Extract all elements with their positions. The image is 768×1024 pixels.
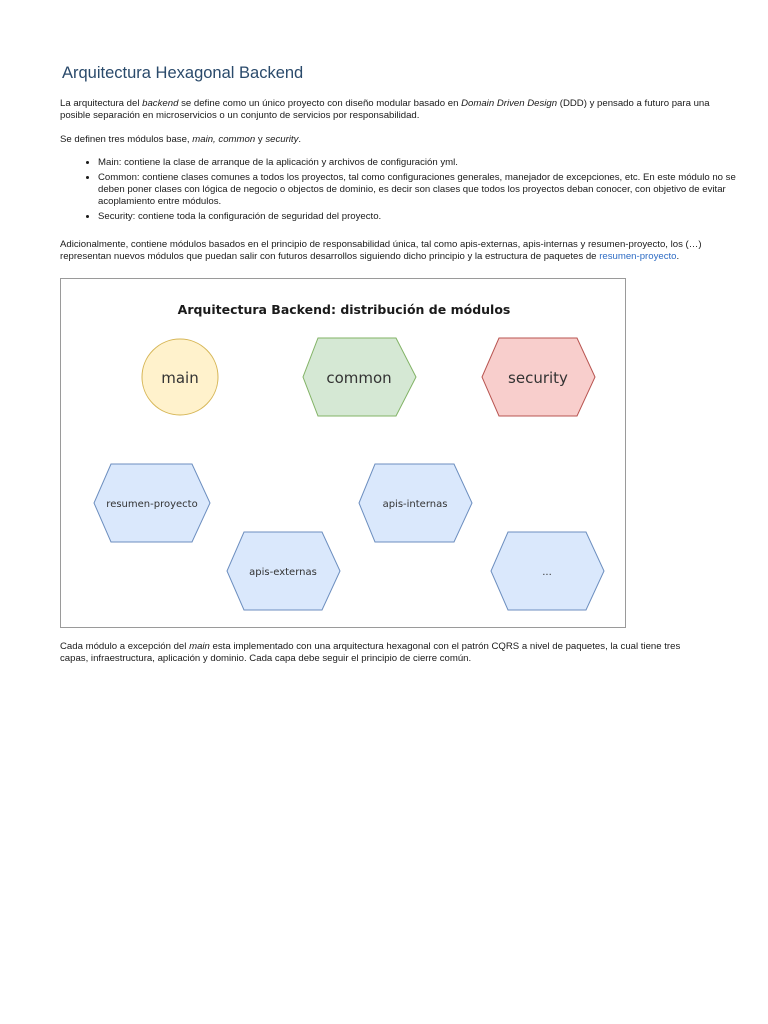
modules-intro-security: security	[265, 134, 299, 145]
diagram-title: Arquitectura Backend: distribución de módulos	[177, 302, 511, 317]
intro-backend-term: backend	[142, 98, 179, 109]
intro-paragraph	[60, 98, 710, 122]
apis-internas-label: apis-internas	[382, 499, 448, 510]
closing-text-1: Cada módulo a excepción del	[60, 641, 190, 652]
node-main	[142, 339, 218, 415]
modules-list	[60, 157, 748, 226]
more-modules-label: ...	[542, 567, 552, 578]
closing-main-term: main	[189, 641, 210, 652]
closing-paragraph	[60, 641, 710, 665]
modules-intro-text-3: y	[255, 134, 266, 145]
modules-intro-text-1: Se definen tres módulos base,	[60, 134, 193, 145]
apis-externas-label: apis-externas	[249, 567, 317, 578]
resumen-proyecto-label: resumen-proyecto	[106, 499, 198, 510]
closing-text-3: esta implementado con una arquitectura hexagonal con el patrón CQRS a nivel de paquetes, la cual tiene tres capas, infraestructura, aplicación y dominio. Cada capa debe seguir el principio de cierre común.	[60, 641, 681, 664]
modules-intro-text-5: .	[298, 134, 302, 145]
additional-paragraph	[60, 239, 710, 263]
intro-text-5: (DDD) y pensado a futuro para una posible separación en microservicios o un conjunto de servicios por responsabilidad.	[60, 98, 710, 121]
architecture-diagram	[60, 278, 626, 628]
resumen-proyecto-link[interactable]: resumen-proyecto	[599, 251, 677, 262]
node-apis-internas	[359, 464, 472, 542]
node-more-modules	[491, 532, 604, 610]
list-item-main: • Main: contiene la clase de arranque de la aplicación y archivos de configuración yml.	[98, 157, 748, 169]
page-title: Arquitectura Hexagonal Backend	[62, 64, 304, 82]
common-label: common	[326, 369, 392, 387]
intro-text-3: se define como un único proyecto con diseño modular basado en	[178, 98, 462, 109]
security-label: security	[508, 369, 568, 387]
intro-ddd-term: Domain Driven Design	[461, 98, 558, 109]
node-security	[482, 338, 595, 416]
list-item-common: • Common: contiene clases comunes a todos los proyectos, tal como configuraciones generales, manejador de excepciones, etc. En este módulo no se deben poner clases con lógica de negocio o objectos de dominio, es decir son clases que todos los proyectos deban conocer, con objetivo de evitar acoplamiento entre módulos.	[98, 172, 748, 208]
modules-intro-main-common: main, common	[192, 134, 256, 145]
node-resumen-proyecto	[94, 464, 210, 542]
modules-intro-paragraph	[60, 134, 710, 146]
main-label: main	[161, 369, 199, 387]
node-apis-externas	[227, 532, 340, 610]
list-item-security: • Security: contiene toda la configuración de seguridad del proyecto.	[98, 211, 748, 223]
node-common	[303, 338, 416, 416]
diagram-canvas	[61, 279, 627, 629]
additional-text-2: .	[676, 251, 680, 262]
intro-text-1: La arquitectura del	[60, 98, 143, 109]
additional-text-1: Adicionalmente, contiene módulos basados en el principio de responsabilidad única, tal como apis-externas, apis-internas y resumen-proyecto, los (…) representan nuevos módulos que puedan salir con futuros desarrollos siguiendo dicho principio y la estructura de paquetes de	[60, 239, 702, 262]
